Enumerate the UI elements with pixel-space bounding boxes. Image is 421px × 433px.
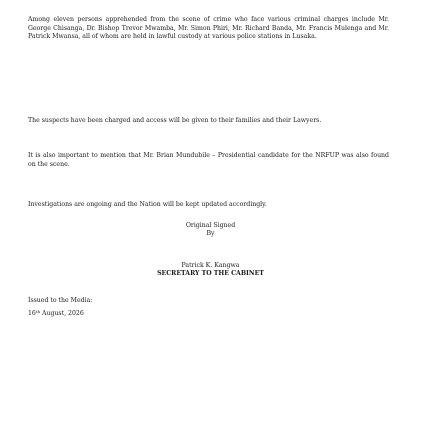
issued-label: Issued to the Media: <box>28 297 93 304</box>
paragraph-mundubile: It is also important to mention that Mr. Brian Mundubile – Presidential candidate for the NRFUP was also found on the scene. <box>28 152 389 168</box>
paragraph-investigations: Investigations are ongoing and the Nation will be kept updated accordingly. <box>28 201 267 208</box>
date-suffix: th <box>35 309 41 314</box>
signed-by: By <box>206 230 215 237</box>
issue-date <box>28 310 84 319</box>
paragraph-suspects-list: Among eleven persons apprehended from the scene of crime who face various criminal charges include Mr. George Chisanga, Dr. Bishop Trevor Mwamba, Mr. Simon Phiri, Mr. Richard Banda, Mr. Francis Mulenga and Mr. Patrick Mwansa, all of whom are held in lawful custody at various police stations in Lusaka. <box>28 16 389 41</box>
signatory-name: Patrick K. Kangwa <box>181 262 240 269</box>
signatory-title: SECRETARY TO THE CABINET <box>157 270 264 277</box>
paragraph-charges: The suspects have been charged and access will be given to their families and their Lawyers. <box>28 117 322 124</box>
signed-note: Original Signed <box>185 222 236 229</box>
date-day: 16 <box>28 310 36 317</box>
date-rest: August, 2026 <box>40 310 84 317</box>
